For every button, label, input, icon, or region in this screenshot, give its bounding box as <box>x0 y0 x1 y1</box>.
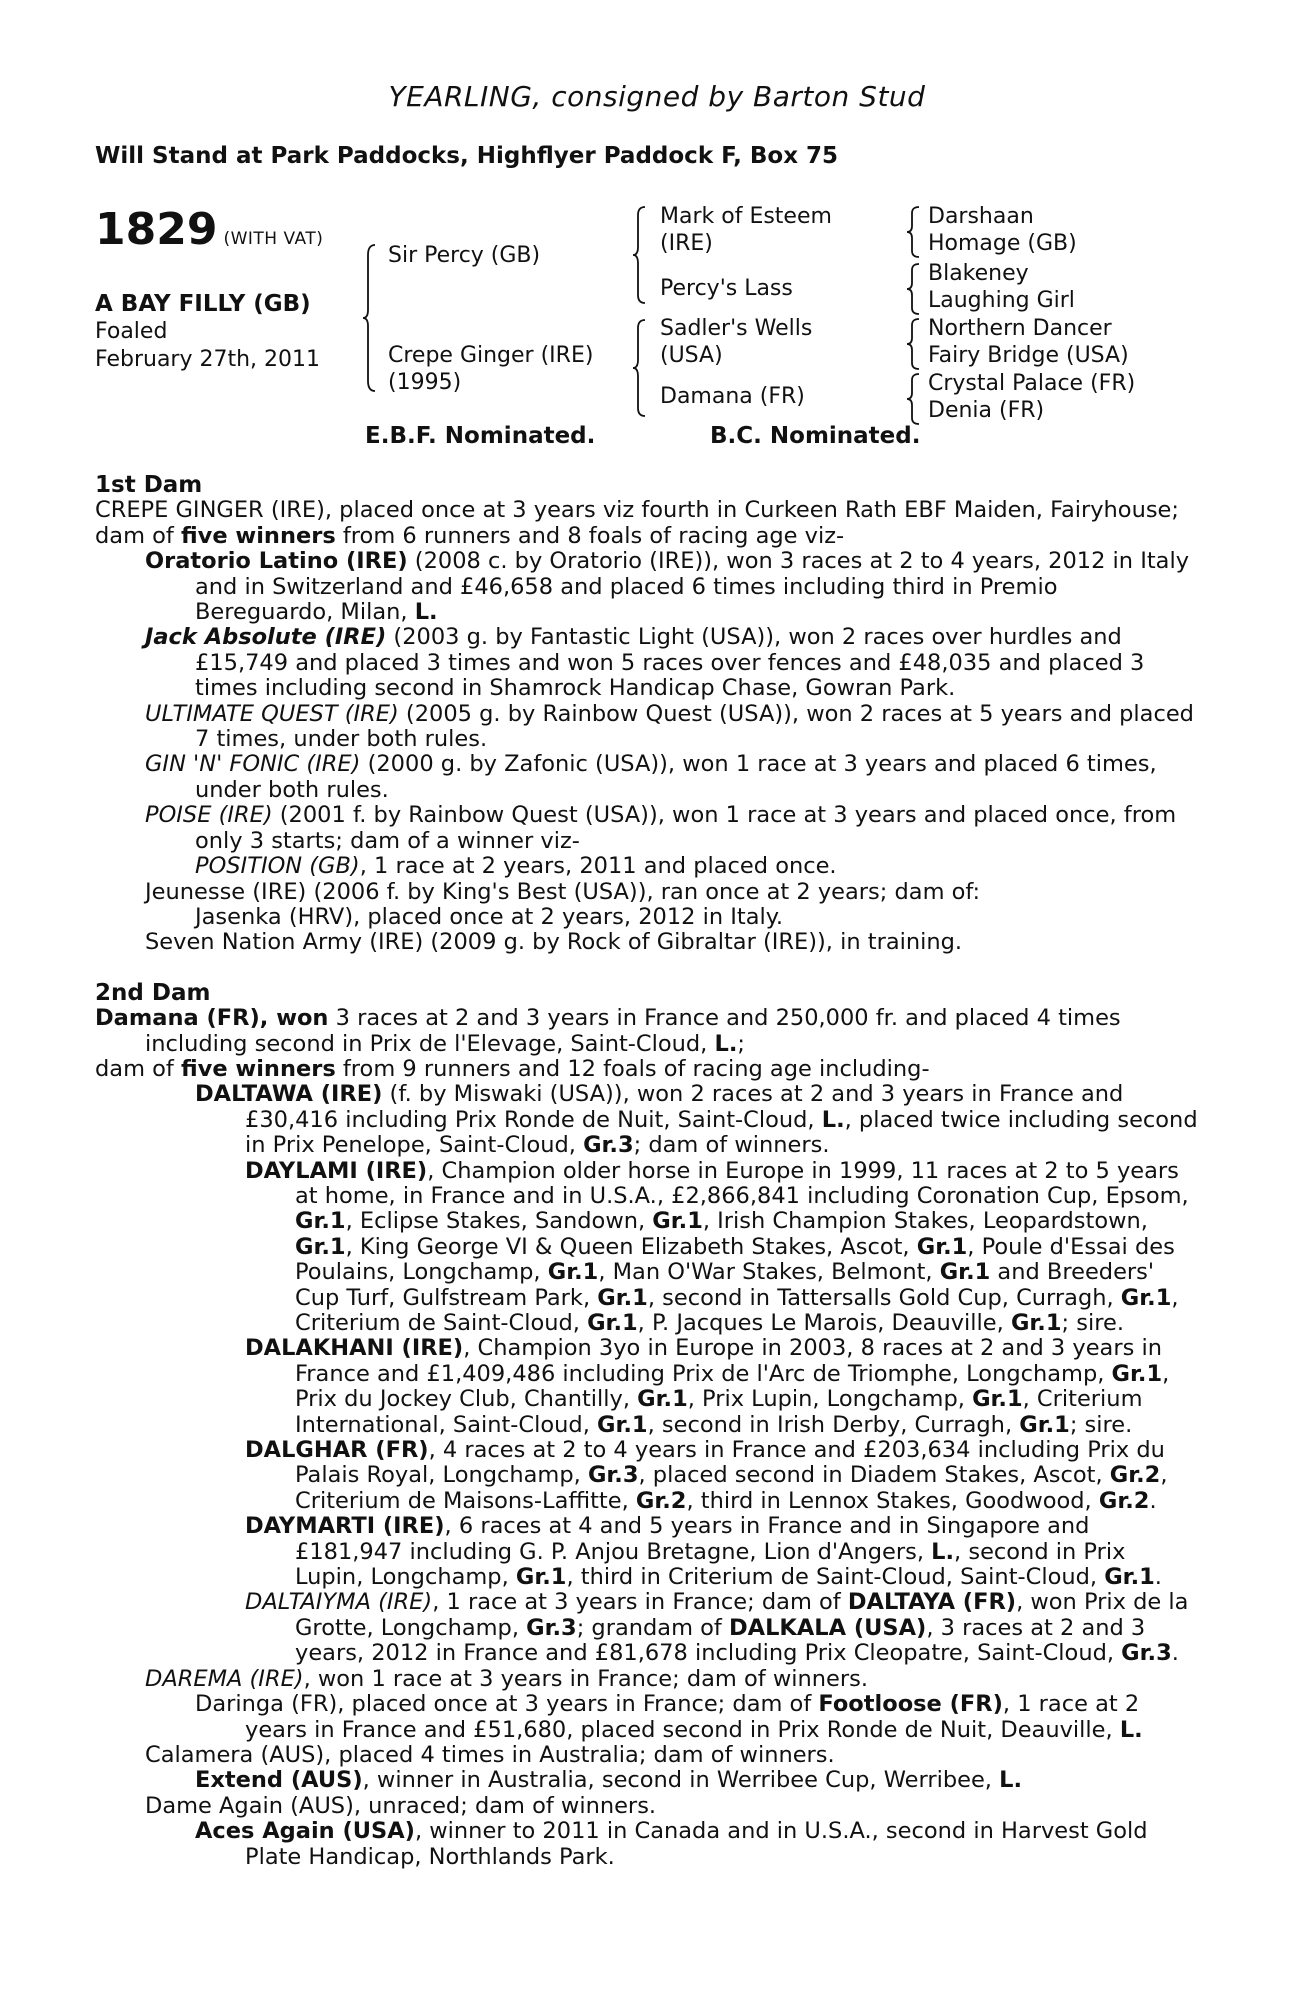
list-item: DALAKHANI (IRE), Champion 3yo in Europe in 2003, 8 races at 2 and 3 years in France and £1,409,486 including Prix de l'Arc de Triomphe, Longchamp, Gr.1, Prix du Jockey Club, Chantilly, Gr.1, Prix Lupin, Longchamp, Gr.1, Criterium International, Saint-Cloud, Gr.1, second in Irish Derby, Curragh, Gr.1; sire. <box>245 1335 1170 1438</box>
second-dam-produce-summary: dam of five winners from 9 runners and 12 foals of racing age including- <box>95 1055 930 1082</box>
produce-record <box>95 473 1200 1870</box>
list-item: Daringa (FR), placed once at 3 years in France; dam of Footloose (FR), 1 race at 2 years in France and £51,680, placed second in Prix Ronde de Nuit, Deauville, L. <box>195 1691 1143 1743</box>
list-item: Oratorio Latino (IRE) (2008 c. by Oratorio (IRE)), won 3 races at 2 to 4 years, 2012 in Italy and in Switzerland and £46,658 and placed 6 times including third in Premio Bereguardo, Milan, L. <box>145 548 1190 626</box>
horse-name: A BAY FILLY (GB) <box>95 291 311 317</box>
lot-info <box>95 205 365 374</box>
dam-sire-line2: (USA) <box>660 343 723 368</box>
second-dam-heading: 2nd Dam <box>95 979 211 1006</box>
vat-note: (WITH VAT) <box>223 229 324 249</box>
sire-dam: Percy's Lass <box>660 276 793 301</box>
list-item: Jeunesse (IRE) (2006 f. by King's Best (USA)), ran once at 2 years; dam of: <box>145 878 981 905</box>
ebf-nominated: E.B.F. Nominated. <box>365 423 596 449</box>
ggs-homage: Homage (GB) <box>928 231 1077 256</box>
list-item: DAYLAMI (IRE), Champion older horse in Europe in 1999, 11 races at 2 to 5 years at home, in France and in U.S.A., £2,866,841 including Coronation Cup, Epsom, Gr.1, Eclipse Stakes, Sandown, Gr.1, Irish Champion Stakes, Leopardstown, Gr.1, King George VI & Queen Elizabeth Stakes, Ascot, Gr.1, Poule d'Essai des Poulains, Longchamp, Gr.1, Man O'War Stakes, Belmont, Gr.1 and Breeders' Cup Turf, Gulfstream Park, Gr.1, second in Tattersalls Gold Cup, Curragh, Gr.1, Criterium de Saint-Cloud, Gr.1, P. Jacques Le Marois, Deauville, Gr.1; sire. <box>245 1157 1189 1336</box>
pedigree-brace-ggs-1 <box>907 205 923 259</box>
pedigree-brace-ggs-3 <box>907 317 923 371</box>
list-item: Aces Again (USA), winner to 2011 in Canada and in U.S.A., second in Harvest Gold Plate Handicap, Northlands Park. <box>195 1818 1148 1870</box>
list-item: DALTAIYMA (IRE), 1 race at 3 years in France; dam of DALTAYA (FR), won Prix de la Grotte, Longchamp, Gr.3; grandam of DALKALA (USA), 3 races at 2 and 3 years, 2012 in France and £81,678 including Prix Cleopatre, Saint-Cloud, Gr.3. <box>245 1589 1189 1667</box>
sire-name: Sir Percy (GB) <box>388 243 541 268</box>
ggs-blakeney: Blakeney <box>928 261 1029 286</box>
ggs-laughing-girl: Laughing Girl <box>928 288 1075 313</box>
pedigree-brace-ggs-2 <box>907 262 923 316</box>
list-item: DALGHAR (FR), 4 races at 2 to 4 years in France and £203,634 including Prix du Palais Royal, Longchamp, Gr.3, placed second in Diadem Stakes, Ascot, Gr.2, Criterium de Maisons-Laffitte, Gr.2, third in Lennox Stakes, Goodwood, Gr.2. <box>245 1437 1168 1514</box>
foaled-date: February 27th, 2011 <box>95 347 321 372</box>
list-item: POISE (IRE) (2001 f. by Rainbow Quest (USA)), won 1 race at 3 years and placed once, from only 3 starts; dam of a winner viz- <box>145 802 1177 854</box>
first-dam-produce-summary: dam of five winners from 6 runners and 8 foals of racing age viz- <box>95 522 845 549</box>
list-item: Jasenka (HRV), placed once at 2 years, 2012 in Italy. <box>195 903 784 930</box>
dam-dam: Damana (FR) <box>660 384 805 409</box>
bc-nominated: B.C. Nominated. <box>710 423 921 449</box>
sire-sire-line1: Mark of Esteem <box>660 204 832 229</box>
first-dam-heading: 1st Dam <box>95 472 203 498</box>
sire-sire-line2: (IRE) <box>660 231 713 256</box>
pedigree-brace-sire-dam <box>363 243 383 393</box>
list-item: Seven Nation Army (IRE) (2009 g. by Rock of Gibraltar (IRE)), in training. <box>145 929 963 956</box>
foaled-label: Foaled <box>95 319 168 344</box>
lot-number-value: 1829 <box>95 204 218 255</box>
dam-foaled-year: (1995) <box>388 370 462 395</box>
stand-location: Will Stand at Park Paddocks, Highflyer Paddock F, Box 75 <box>95 143 839 169</box>
list-item: Extend (AUS), winner in Australia, second in Werribee Cup, Werribee, L. <box>195 1767 1022 1794</box>
pedigree-brace-sire-parents <box>633 205 653 305</box>
list-item: POSITION (GB), 1 race at 2 years, 2011 and placed once. <box>195 853 837 880</box>
list-item: GIN 'N' FONIC (IRE) (2000 g. by Zafonic (USA)), won 1 race at 3 years and placed 6 times, under both rules. <box>145 751 1157 803</box>
ggs-northern-dancer: Northern Dancer <box>928 316 1112 341</box>
list-item: ULTIMATE QUEST (IRE) (2005 g. by Rainbow Quest (USA)), won 2 races at 5 years and placed 7 times, under both rules. <box>145 700 1194 753</box>
pedigree-brace-ggs-4 <box>907 372 923 426</box>
ggs-crystal-palace: Crystal Palace (FR) <box>928 371 1136 396</box>
list-item: DAYMARTI (IRE), 6 races at 4 and 5 years in France and in Singapore and £181,947 including G. P. Anjou Bretagne, Lion d'Angers, L., second in Prix Lupin, Longchamp, Gr.1, third in Criterium de Saint-Cloud, Saint-Cloud, Gr.1. <box>245 1513 1162 1591</box>
second-dam-description: Damana (FR), won 3 races at 2 and 3 years in France and 250,000 fr. and placed 4 times including second in Prix de l'Elevage, Saint-Cloud, L.; <box>95 1005 1121 1057</box>
page-title: YEARLING, consigned by Barton Stud <box>388 80 926 113</box>
list-item: Jack Absolute (IRE) (2003 g. by Fantastic Light (USA)), won 2 races over hurdles and £15,749 and placed 3 times and won 5 races over fences and £48,035 and placed 3 times including second in Shamrock Handicap Chase, Gowran Park. <box>145 624 1145 702</box>
dam-sire <box>660 315 812 369</box>
list-item: DALTAWA (IRE) (f. by Miswaki (USA)), won 2 races at 2 and 3 years in France and £30,416 including Prix Ronde de Nuit, Saint-Cloud, L., placed twice including second in Prix Penelope, Saint-Cloud, Gr.3; dam of winners. <box>195 1081 1198 1159</box>
lot-number <box>95 205 365 264</box>
list-item: Calamera (AUS), placed 4 times in Australia; dam of winners. <box>145 1741 835 1768</box>
dam-sire-line1: Sadler's Wells <box>660 316 813 341</box>
first-dam-description: CREPE GINGER (IRE), placed once at 3 years viz fourth in Curkeen Rath EBF Maiden, Fairyhouse; <box>95 497 1179 524</box>
sire-sire <box>660 203 832 257</box>
dam-name-line1: Crepe Ginger (IRE) <box>388 343 594 368</box>
list-item: DAREMA (IRE), won 1 race at 3 years in France; dam of winners. <box>145 1665 868 1692</box>
ggs-denia: Denia (FR) <box>928 398 1045 423</box>
pedigree-brace-dam-parents <box>633 318 653 418</box>
list-item: Dame Again (AUS), unraced; dam of winners. <box>145 1792 657 1819</box>
ggs-fairy-bridge: Fairy Bridge (USA) <box>928 343 1129 368</box>
ggs-darshaan: Darshaan <box>928 204 1034 229</box>
dam-name <box>388 342 593 396</box>
